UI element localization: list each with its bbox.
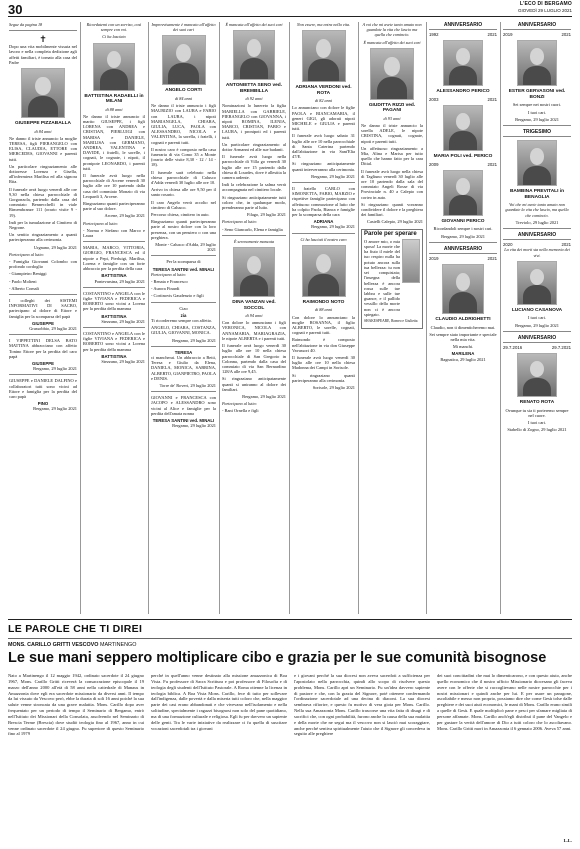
anniversary-text: Ovunque tu sia ti porteremo sempre nel cuore.	[505, 407, 569, 418]
anniversary-heading: ANNIVERSARIO	[429, 246, 497, 254]
obituary-quote: Non essere, ma entra nella vita.	[296, 22, 351, 27]
condolence-name: ADRIANA	[313, 219, 334, 225]
condolence-entry: - Bani Ornella e figli	[222, 408, 259, 414]
place-date: Bergamo, 29 luglio 2021	[311, 173, 355, 179]
anniversary-heading: ANNIVERSARIO	[503, 335, 571, 343]
obituary-text: Si ringraziano quanti vorranno condividere il dolore e la preghiera dei familiari.	[361, 201, 423, 218]
condolence-text: Ciao	[179, 305, 188, 311]
condolence-name: BATTISTINA	[101, 353, 127, 359]
article-column: Nato a Martinengo il 12 maggio 1942, ordinato sacerdote il 24 giugno 1967, Mons. Carillo Gritti riceverà la consacrazione episcopale il 19 marzo dell'anno 2000 all'età di 58 anni nella cattedrale di Manaus in Amazzonia dove egli era sacerdote missionario da diversi anni. Il tempo da lui vissuto da Vescovo però, ebbe la durata di soli 16 anni poiché la sua salute venne stroncata da una grave malattia. Mons. Carillo dopo aver frequentato per un periodo di tempo il Seminario di Bergamo, entrò nell'Istituto dei Missionari della Consolata, assolvendo nel Seminario di Brescia Terme (Brescia) dove studiò teologia fino al 1967, anno in cui venne ordinato sacerdote il 24 giugno. Fu superiore di questo Seminario fino al 1979	[8, 673, 144, 737]
cross-icon: ✝	[39, 34, 47, 45]
anniversary-text: Sei sempre nei nostri cuori.	[512, 102, 562, 108]
condolence-entry: - Paolo Molteni	[9, 278, 37, 284]
section-rule	[8, 638, 572, 639]
obituary-text: Un particolare ringraziamento al dottor Armanni ed alle sue badanti.	[222, 141, 286, 153]
anniversary-column-1	[429, 22, 497, 614]
obituary-text: Raimondo è composto nell'abitazione in via don Giuseppe Vavassori 40.	[292, 337, 355, 353]
anniversary-text: Sei sempre stato importante e speciale nella mia vita.	[429, 331, 497, 343]
section-rule	[8, 619, 572, 620]
condolence-entry: - Renata e Francesco	[151, 279, 188, 284]
place-date: Bergamo, 29 luglio 2021	[311, 224, 355, 230]
masthead	[518, 2, 572, 13]
continuation-note: Segue da pagina 18	[9, 22, 43, 27]
condolence-text: I VIPPETTINI DELSA BATO MATTINA abbracciano con affetto Tonino Ettore per la perdita del caro papà	[9, 338, 77, 359]
condolence-name: GIUSEPPE	[32, 320, 54, 326]
condolence-name: BATTISTINA	[101, 313, 127, 319]
anniversary-text: Mi manchi.	[452, 344, 474, 350]
obituary-text: Un particolare ringraziamento alle dottoresse Lorenza e Gisella, all'infermiera Marilisa ed alla signora Rita.	[9, 163, 77, 185]
condolence-text: COSTANTINO e ANGELA con le figlie VIVIANA e FEDERICA e ROBERTO sono vicini a Lorena per la perdita della mamma	[83, 330, 145, 352]
year-label: 1992	[429, 32, 439, 38]
deceased-name: BATTISTINA RADAELLI in MILANI	[84, 93, 144, 105]
obituary-text: Indi la celebrazione la salma verrà accompagnata nel cimitero locale.	[222, 182, 286, 193]
obituary-column-1	[9, 22, 77, 614]
place-date: Stezzano, 29 luglio 2021	[101, 358, 145, 364]
column-divider	[358, 22, 359, 614]
deceased-name: RENATO ROTA	[519, 400, 555, 406]
place-date: Stabello di Zogno, 29 luglio 2021	[507, 427, 567, 433]
portrait-photo	[93, 43, 135, 91]
deceased-age: di 92 anni	[245, 96, 263, 102]
quote-box-text: O amore mio, o mia sposa! La morte che ha fiuto il miele del tuo respiro nulla ha potuto ancora sulla tua bellezza: tu non sei conquistata; l'insegna della bellezza è ancora rossa sulle tue labbra e sulle tue guance, e il pallido vessillo della morte non ci è ancora spiegato.	[364, 238, 400, 317]
year-label: 29.7.2016	[503, 344, 523, 350]
obituary-text: Con dolore lo annunciano i figli VERONICA, NICOLA con ANNAMARIA, MARIAGRAZIA, le nipote ALBERTA e i parenti tutti.	[222, 320, 286, 341]
condolence-entry: - Giampietro Beniggi	[9, 271, 47, 277]
condolence-entry: - Aurora Finardi	[151, 286, 180, 292]
condolence-text: Il fratello CARLO con SIMONETTA, FABIO, MARZIO e rispettive famiglie partecipano con affettuoso commozione al lutto che ha colpito Paola, Bianca e famiglie per la scomparsa della cara	[292, 186, 355, 218]
place-date: Castelli Calepio, 29 luglio 2021	[367, 219, 423, 225]
deceased-age: di 82 anni	[315, 98, 332, 104]
year-label: 2019	[429, 255, 439, 261]
condolence-label: Partecipano al lutto:	[222, 219, 258, 225]
column-divider	[500, 22, 501, 614]
section-title: LE PAROLE CHE TI DIREI	[8, 623, 143, 635]
obituary-text: Ne danno il triste annuncio la sorella ADELE, le nipote CRISTINA, cognati, cognate, nipoti e parenti tutti.	[361, 123, 423, 144]
place-date: Grassobbio, 29 luglio 2021	[29, 326, 77, 332]
place-date: Stezzano, 29 luglio 2021	[101, 318, 145, 324]
obituary-quote: È serenamente mancata	[233, 238, 275, 244]
anniversary-heading: ANNIVERSARIO	[503, 22, 571, 30]
column-divider	[80, 22, 81, 614]
deceased-age: di 93 anni	[383, 115, 401, 121]
obituary-text: Con dolore lo annunciano la moglie ROSANNA, il figlio ALBERTO, le sorelle, cognati, cognati e parenti tutti.	[292, 314, 355, 336]
year-label: 2020	[503, 242, 513, 248]
deceased-age: di 84 anni	[34, 128, 52, 134]
obituary-text: Ringraziamo quanti parteciperanno parte al suo dolore.	[83, 201, 145, 212]
portrait-photo	[517, 40, 557, 86]
anniversary-text: Ricordandoli sempre i nostri cari.	[433, 226, 493, 232]
quote-box-source: SHAKESPEARE, Romeo e Giulietta	[364, 318, 418, 323]
anniversary-heading: ANNIVERSARIO	[429, 22, 497, 30]
signature-name: MARILENA	[451, 351, 475, 357]
place-date: Torre de' Roveri, 29 luglio 2021	[159, 383, 216, 389]
deceased-name: DINA VANZAN ved. SOCCOL	[232, 300, 276, 311]
place-date: Bergamo, 29 luglio 2021	[441, 233, 485, 239]
deceased-name: ALESSANDRO PERICO	[436, 89, 490, 95]
obituary-quote: Improvvisamente è mancato all'affetto dei suoi cari	[151, 22, 216, 33]
year-label: 2021	[487, 32, 497, 38]
year-label: 2021	[487, 161, 497, 167]
obituary-text: Indi per la tumulazione al Cimitero di Negrone.	[9, 219, 77, 230]
issue-date: GIOVEDÌ 29 LUGLIO 2021	[517, 7, 572, 13]
place-date: Arcene, 29 luglio 2021	[104, 213, 145, 219]
condolence-name: TERESA SANTINI ved. MINALI	[152, 266, 215, 272]
anniversary-text: I tuoi cari.	[527, 420, 547, 426]
deceased-name: ESTER GERVASONI ved. BONZI	[508, 89, 566, 100]
deceased-name: GIUDITTA RIZZI ved. PAGANI	[368, 102, 416, 114]
condolence-text: I colleghi dei SISTEMI INFORMATIVI DI SACBO, partecipano al dolore di Ettore e famiglia per la scomparsa del papà	[9, 298, 77, 319]
year-label: 29.7.2021	[551, 344, 571, 350]
condolence-entry: - Famiglia Giovanni Colombo con profondo cordoglio	[9, 258, 77, 270]
place-date: Bergamo, 29 luglio 2021	[33, 366, 77, 372]
obituary-text: Ne danno il triste annuncio il marito GIUSEPPE, i figli LORENA con ANDREA e CRISTIAN, PIERLUIGI con MARISA e DANIELE, MARILISA con GERMANO, ANDREA, VALENTINA e DAVIDE, i fratelli, le sorelle, i cognati, le cognate, i nipoti, il pronipote LEONARDO, i parenti tutti.	[83, 113, 145, 171]
condolence-label: Partecipano al lutto:	[83, 220, 119, 226]
place-date: Monte - Calusco d'Adda, 29 luglio 2021	[155, 241, 216, 253]
obituary-text: Si ringraziano quanti parteciperanno alla cerimonia.	[292, 372, 355, 383]
obituary-column-2	[83, 22, 145, 614]
year-label: 2021	[487, 255, 497, 261]
obituary-text: Il funerale avrà luogo nella chiesa di Tagliuno venerdì 30 luglio alle ore 10 partendo dalla sala del commiato Angeli Rosse di via Provinciale n. 40 a Calepio con corteo in auto.	[361, 168, 423, 200]
portrait-photo	[517, 140, 557, 186]
condolence-label: Partecipano al lutto:	[9, 251, 45, 257]
portrait-photo	[442, 264, 484, 314]
anniversary-text: Voi che mi avete tanto amato non guardate la vita che lascio, ma quella che comincio.	[505, 202, 569, 218]
condolence-text: GIUSEPPE e DANIELE DALFINO e collaboratori tutti sono vicini ad Ettore e famiglia per la perdita del caro papà	[9, 378, 77, 400]
kicker-place: MARTINENGO	[99, 642, 137, 648]
condolence-text: Per la scomparsa di	[166, 259, 201, 265]
obituary-quote: Ricordatemi con un sorriso, così sempre con voi.	[86, 22, 142, 33]
quote-box-title: Parole per sperare	[364, 230, 417, 237]
article-column: dei suoi concittadini che mai lo dimenticarono, e con questo aiuto, anche quello economico che il nostro ufficio Missionario diocesano gli faceva avere con le offerte che si raccoglievano nelle nostre parrocchie per i nostri missionari e quindi anche per lui. E per usare un paragone, ascoltabile e messo non proprio, possiamo dire che come Gesù tolse dalle preghiere e dei suoi aiuti economici, le mani di Mons. Carillo erano simili a quelle di Gesù. E quale moltiplicò pane e pesci per sfamare migliaia di persone affamate. Mons. Carillo anch'egli distribuì il pane del Vangelo e per gustare la verità dell'amore di Dio a tutti coloro che lo ascoltavano. Mons. Carillo Gritti morì in Amazzonia il 6 gennaio 2006. Aveva 57 anni.	[437, 673, 572, 731]
column-divider	[426, 22, 427, 614]
deceased-age: di 88 anni	[105, 106, 123, 112]
condolence-label: Partecipano al lutto:	[222, 401, 258, 407]
obituary-text: Ne danno il triste annuncio i figli MAURIZIO con LAURA e FABIO con LAURA, i nipoti MARIANGELA, CHIARA, GIULIA, LUCA, PAOLA con ALESSANDRO, NICOLA e VALENTINA, la sorella, i fratelli, i cognati e parenti tutti.	[151, 103, 216, 145]
obituary-text: Lo annunciano con dolore le figlie PAOLA e BIANCAMARIA, il generi GIGI, gli adorati nipoti MICHELE e GIULIA e parenti tutti.	[292, 105, 355, 132]
place-date: Bergamo, 29 luglio 2021	[172, 423, 216, 429]
obituary-quote: A voi che mi avete tanto amato non guardate la vita che lascio ma quella che comincio.	[362, 22, 422, 38]
obituary-text: Si ringraziano anticipatamente tutti coloro che, in qualunque modo, prenderanno parte al lutto.	[222, 194, 286, 211]
year-label: 2021	[561, 242, 571, 248]
anniversary-text: I tuoi cari.	[527, 315, 547, 321]
place-date: Filago, 29 luglio 2021	[246, 212, 286, 218]
anniversary-text: Claudio, non ti dimenticheremo mai.	[430, 324, 496, 330]
obituary-text: Il funerale avrà luogo nella parrocchiale di Villa go venerdì 30 luglio alle ore 15 partendo dalla chiesa di Lourdes, dove è allestita la camera ardente.	[222, 154, 286, 181]
condolence-entry: - Alberto Cornali	[9, 285, 39, 291]
obituary-text: Arrivo in chiesa alle ore 9,50 per il santo rosario.	[151, 187, 216, 198]
obituary-column-5	[292, 22, 355, 614]
trigesimo-heading: TRIGESIMO	[503, 129, 571, 137]
quote-box	[361, 229, 423, 329]
portrait-photo	[370, 48, 414, 100]
condolence-label: Partecipano al lutto:	[151, 271, 187, 277]
obituary-column-3	[151, 22, 216, 614]
portrait-photo	[233, 247, 275, 297]
deceased-age: di 84 anni	[175, 95, 192, 101]
portrait-photo	[302, 245, 346, 297]
condolence-name: zia	[180, 312, 187, 318]
anniversary-heading: ANNIVERSARIO	[503, 232, 571, 240]
condolence-entry: - Cortinovis Gaudenzio e figli	[151, 293, 204, 299]
obituary-text: Il funerale avrà luogo venerdì 30 luglio alle ore 10 nella chiesa parrocchiale di San Gregorio in Colonna, partendo dalla casa del commiato di via San Bernardino 128/A alle ore 9,45.	[222, 343, 286, 375]
deceased-name: ADRIANA VERDONI ved. ROTA	[295, 85, 352, 96]
top-rule	[8, 16, 572, 17]
anniversary-text: La vita dei morti sta nella memoria dei vivi.	[504, 247, 570, 258]
obituary-text: Un affettuoso ringraziamento a Mia, Alina e Marisa per tutto quello che hanno fatto per la cara Dittal.	[361, 145, 423, 167]
condolence-text: GIOVANNI e FRANCESCA con JACOPO e ALESSANDRO sono vicini al Alice e famiglie per la perdita dell'amata nonna	[151, 395, 216, 416]
condolence-text: MARIA, MARCO, VITTORIA, GIORGIO, FRANCESCA ed il nipote a Pepi, Pierluigi, Marilisa, Lorena e famiglie con un forte abbraccio per la perdita della cara	[83, 245, 145, 272]
obituary-text: Il nostro caro è composto nella casa funeraria di via Como 35 a Monte (orario delle visite 8,30 - 12 / 14 - 18).	[151, 146, 216, 168]
article-signature: L.L.	[563, 838, 572, 843]
kicker-name: MONS. CARILLO GRITTI VESCOVO	[8, 642, 99, 648]
condolence-name: TERESA	[174, 349, 193, 355]
page-number: 30	[8, 2, 23, 17]
article-kicker	[8, 642, 136, 648]
place-date: Bergamo, 29 luglio 2021	[172, 337, 216, 343]
place-date: Treviolo, 29 luglio 2021	[515, 219, 559, 225]
deceased-name: BAMBINA PREVITALI in BENAGLIA	[509, 189, 565, 200]
illustration-image	[402, 239, 420, 283]
obituary-text: Ringraziamo quanti parteciperanno parte al nostro dolore con la loro presenza, con un pensiero o con una preghiera.	[151, 219, 216, 240]
place-date: Bergamo, 29 luglio 2021	[515, 116, 559, 122]
portrait-photo	[233, 30, 275, 80]
condolence-text: COSTANTINO e ANGELA con le figlie VIVIANA e FEDERICA e ROBERTO sono vicini a Lorena per la perdita della mamma	[83, 290, 145, 312]
obituary-column-6	[361, 22, 423, 614]
deceased-name: ANGELO CORTI	[165, 88, 202, 94]
condolence-name: TERESA SANTINI ved. MINALI	[152, 418, 215, 424]
portrait-photo	[443, 170, 483, 216]
obituary-intro: Dopo una vita mobilmente vissuta nel lavoro e nella completa dedizione agli affetti familiari, è tornato alla casa del Padre	[9, 44, 77, 65]
place-date: Bergamo, 29 luglio 2021	[33, 406, 77, 412]
portrait-photo	[517, 261, 557, 305]
place-date: Pontevarsina, 29 luglio 2021	[94, 278, 145, 284]
condolence-name: PINO	[37, 401, 49, 407]
column-divider	[219, 22, 220, 614]
obituary-text: Si ringraziano anticipatamente quanti interverranno alla cerimonia.	[292, 161, 355, 172]
column-divider	[289, 22, 290, 614]
deceased-name: ANTONIETTA SENO ved. BREMBILLA	[225, 83, 283, 94]
condolence-text: Ti ricorderemo sempre con affetto.	[151, 318, 213, 324]
obituary-column-4	[222, 22, 286, 614]
portrait-photo	[517, 353, 557, 397]
year-label: 2003	[429, 96, 439, 102]
deceased-name: RAIMONDO NOTO	[302, 299, 345, 305]
obituary-text: Percorso chiesa, cimitero in auto.	[151, 211, 210, 217]
place-date: Bergamo, 29 luglio 2021	[515, 322, 559, 328]
anniversary-column-2	[503, 22, 571, 614]
place-date: Urgnano, 29 luglio 2021	[33, 244, 77, 250]
obituary-quote: È mancata all'affetto dei suoi cari	[363, 39, 421, 45]
obituary-text: Il funerale sarà celebrato nella chiesa parrocchiale di Calusco d'Adda venerdì 30 luglio alle ore 10.	[151, 169, 216, 185]
deceased-name: GIOVANNI PERICO	[441, 218, 485, 224]
article-column: perché in quell'anno venne destinato alla missione amazzonica di Boa Vista. Fu professore di Sacra Scrittura e poi professore di Filosofia e di teologia degli studenti dell'Istituto Pastorale. A Roma ottenne la licenza in teologia biblica. A Boa Vista Mons. Carillo, fece di tutto per sollevare dall'indigenza, dalle povertà e dalla miseria tutti coloro che, nella maggior parte dei casi erano abbandonati e che vivevano nell'isolamento e nella solitudine, specialmente i ragazzi bisognosi non solo del pane quotidiano, ma di una formazione culturale e religiosa. Egli fu per davvero un sapiente delle genti. Tra le varie iniziative da realizzare ci fu quella di suscitare vocazioni sacerdotali tra i giovani	[151, 673, 287, 731]
portrait-photo	[21, 68, 65, 118]
portrait-photo	[162, 35, 206, 85]
year-label: 2021	[561, 32, 571, 38]
portrait-photo	[443, 40, 483, 86]
obituary-text: Ne danno il triste annuncio la moglie TERESA, figli PIERANGELO con ELISA, CLAUDIA, ETTORE con MERCEDES, GIOVANNI e parenti tutti.	[9, 135, 77, 162]
obituary-text: Il funerale avrà luogo nella parrocchiale di Arcene venerdì 30 luglio alle ore 10 partendo dalla casa del commiato Monzio di via Leopardi 3, Arcene.	[83, 173, 145, 199]
obituary-quote: È mancata all'affetto dei suoi cari	[225, 22, 283, 27]
year-label: 2021	[487, 96, 497, 102]
condolence-name: GIUSEPPE	[32, 361, 54, 367]
obituary-text: Un sentito ringraziamento a quanti parteciperanno alla cerimonia.	[9, 232, 77, 243]
deceased-name: LUCIANO CASANOVA	[511, 307, 563, 313]
article-headline: Le sue mani seppero moltiplicare cibo e grazia per le sue comunità bisognose	[8, 650, 547, 666]
obituary-quote: Ci ha lasciato	[102, 34, 126, 40]
anniversary-text: I tuoi cari.	[527, 109, 547, 115]
portrait-photo	[302, 30, 346, 82]
place-date: Bagnatica, 29 luglio 2021	[440, 356, 486, 362]
year-label: 2009	[429, 161, 439, 167]
condolence-text: ci mancherai. Un abbraccio a Betti, Teresa e Giulio da Elena, DANIELA, MONICA, SABRINA, ALBERTO, GIANPIETRO, PAOLA e DENIS.	[151, 355, 216, 381]
place-date: Sorisole, 29 luglio 2021	[312, 385, 355, 391]
year-label: 2019	[503, 32, 513, 38]
condolence-name: BATTISTINA	[101, 273, 127, 279]
article-column: e i giovani perché la sua diocesi non aveva sacerdoti a sufficienza per l'apostolato nella parrocchia, quindi allo scopo di risolvere questo problema, Mons. Carillo aprì un Seminario. Fu un'idea davvero sapiente di pastore e che, con la grazia del Signore, poté ottenere confermando l'ordinazione sacerdotale ad una decina di diaconi. La sua diocesi sembrava rifiorire, e questo fu motivo di vera gioia per Mons. Carillo. Nella sua Amazzonia Mons. Carillo trascorse una vita fatta di disagi e di sacrifici che, con ogni probabilità, furono anche la causa della sua malattia e della morte che ne seguì ma il vescovo non si lasciò mai scoraggiare, anche perché sentiva spiritualmente l'aiuto che il Signore gli concedeva in seguito alle preghiere	[294, 673, 430, 737]
deceased-age: di 94 anni	[245, 313, 263, 319]
deceased-age: di 88 anni	[315, 307, 332, 313]
place-date: Bergamo, 29 luglio 2021	[242, 393, 286, 399]
newspaper-name: L'ECO DI BERGAMO	[519, 1, 572, 7]
column-divider	[148, 22, 149, 614]
condolence-entry: - Seno Giancarlo, Elena e famiglia	[222, 226, 283, 232]
deceased-name: MARIA POLI ved. PERICO	[433, 154, 493, 160]
obituary-text: Il funerale avrà luogo venerdì alle ore 9,30 nella chiesa parrocchiale di Gorgonzola, partendo dalla casa del commiato Bennecchelli in viale Rimembranze 111 (orario visite 9 - 19).	[9, 186, 77, 218]
obituary-text: Nominazioni lo lunereto la figlia MARIELLA con GABRIELE, PIERANGELO con GIOVANNA, i nipoti ROMINA, ILENIA, MARCO, CRISTIAN, FABIO e LAURA, i pronipoti ed i parenti tutti.	[222, 103, 286, 140]
obituary-text: Si ringraziano anticipatamente quanti si uniranno al dolore dei familiari.	[222, 376, 286, 392]
obituary-text: Il funerale avrà luogo sabato 31 luglio alle ore 10 nella parrocchiale di Santa Caterina partendo dall'abitazione in via Sant'Elia 47/E.	[292, 133, 355, 160]
condolence-text: ANGELO, CHIARA, COSTANZA, GIULIA, GIOVANNI, MONICA.	[151, 325, 216, 336]
obituary-text: Il caro Angelo verrà accolto nel cimitero di Calusco.	[151, 199, 216, 210]
portrait-photo	[443, 105, 483, 151]
obituary-text: Il funerale avrà luogo venerdì 30 luglio alle ore 10 nella chiesa Madonna dei Campi in Sorisole.	[292, 355, 355, 371]
obituary-quote: Ci ha lasciati il nostro caro	[300, 236, 347, 242]
deceased-name: GIUSEPPE PIZZABALLA	[15, 121, 71, 127]
condolence-entry: - Norma e Stefano con Marco e Laura	[83, 227, 145, 239]
deceased-name: CLAUDIO ALDRIGHETTI	[435, 317, 491, 323]
